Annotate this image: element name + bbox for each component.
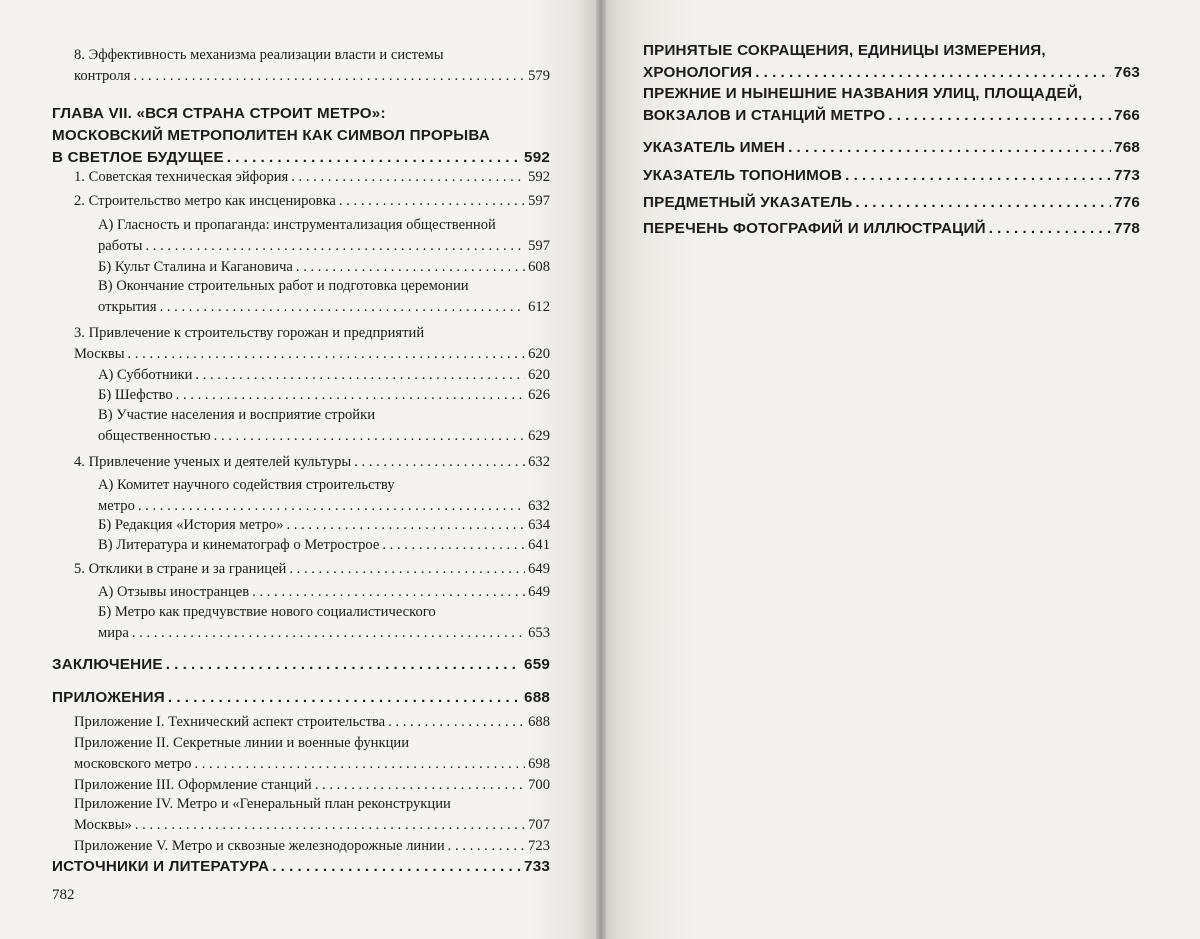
toc-entry (52, 385, 550, 406)
toc-entry-title: ПРИЛОЖЕНИЯ (52, 689, 165, 706)
dot-leader (855, 192, 1111, 214)
toc-entry (52, 323, 550, 365)
dot-leader (291, 167, 525, 188)
toc-entry-title: ПРЕЖНИЕ И НЫНЕШНИЕ НАЗВАНИЯ УЛИЦ, ПЛОЩАДЕЙ, (643, 85, 1083, 102)
toc-entry-title: 3. Привлечение к строительству горожан и предприятий (74, 325, 425, 341)
toc-entry-title: контроля (74, 68, 131, 84)
toc-entry (52, 257, 550, 278)
toc-page-number: 579 (528, 68, 550, 84)
toc-entry (52, 475, 550, 517)
toc-chapter-entry (643, 40, 1140, 84)
toc-entry-title: А) Гласность и пропаганда: инструментализация общественной (98, 217, 496, 233)
toc-entry-title: ВОКЗАЛОВ И СТАНЦИЙ МЕТРО (643, 107, 886, 124)
toc-page-number: 707 (528, 817, 550, 833)
dot-leader (176, 385, 525, 406)
toc-page-number: 649 (528, 584, 550, 600)
toc-entry (52, 45, 550, 87)
dot-leader (354, 452, 525, 473)
toc-entry-title: мира (98, 625, 129, 641)
dot-leader (160, 297, 526, 318)
toc-entry-title: В) Литература и кинематограф о Метрострое (98, 537, 380, 553)
toc-entry-title: Москвы» (74, 817, 132, 833)
toc-entry (52, 452, 550, 473)
book-gutter (596, 0, 606, 939)
page-number: 782 (52, 887, 75, 903)
toc-chapter-entry (52, 654, 550, 676)
toc-entry-title: Б) Шефство (98, 387, 173, 403)
toc-entry (52, 733, 550, 775)
toc-chapter-entry (52, 687, 550, 709)
dot-leader (755, 62, 1111, 84)
toc-entry-title: 2. Строительство метро как инсценировка (74, 193, 336, 209)
toc-entry-title: Б) Культ Сталина и Кагановича (98, 259, 293, 275)
dot-leader (195, 365, 525, 386)
toc-entry-title: 1. Советская техническая эйфория (74, 169, 289, 185)
toc-entry (52, 602, 550, 644)
toc-page-number: 688 (528, 714, 550, 730)
toc-entry (52, 559, 550, 580)
toc-page-number: 649 (528, 561, 550, 577)
toc-entry-title: ХРОНОЛОГИЯ (643, 64, 753, 81)
toc-page-number: 778 (1114, 220, 1140, 237)
toc-page-number: 653 (528, 625, 550, 641)
dot-leader (382, 535, 525, 556)
toc-entry-title: Приложение I. Технический аспект строительства (74, 714, 386, 730)
dot-leader (138, 496, 525, 517)
toc-entry-title: ЗАКЛЮЧЕНИЕ (52, 656, 163, 673)
toc-page-number: 608 (528, 259, 550, 275)
dot-leader (133, 66, 525, 87)
toc-page-number: 632 (528, 454, 550, 470)
dot-leader (252, 582, 525, 603)
toc-entry (52, 276, 550, 318)
toc-chapter-entry (643, 218, 1140, 240)
dot-leader (845, 165, 1111, 187)
toc-entry (52, 191, 550, 212)
dot-leader (146, 236, 526, 257)
dot-leader (888, 105, 1111, 127)
dot-leader (194, 754, 525, 775)
toc-page-number: 763 (1114, 64, 1140, 81)
toc-page-number: 620 (528, 367, 550, 383)
toc-entry-title: ПРИНЯТЫЕ СОКРАЩЕНИЯ, ЕДИНИЦЫ ИЗМЕРЕНИЯ, (643, 42, 1046, 59)
toc-entry (52, 712, 550, 733)
toc-entry (52, 794, 550, 836)
toc-entry-title: 5. Отклики в стране и за границей (74, 561, 287, 577)
toc-entry-title: Б) Метро как предчувствие нового социалистического (98, 604, 436, 620)
dot-leader (788, 137, 1111, 159)
toc-entry (52, 515, 550, 536)
toc-entry-title: Приложение II. Секретные линии и военные функции (74, 735, 410, 751)
toc-page-number: 592 (524, 149, 550, 166)
toc-entry-title: 4. Привлечение ученых и деятелей культуры (74, 454, 352, 470)
toc-chapter-entry (643, 165, 1140, 187)
toc-page-number: 688 (524, 689, 550, 706)
toc-page-number: 773 (1114, 167, 1140, 184)
toc-chapter-entry (52, 103, 550, 169)
toc-entry-title: Москвы (74, 346, 125, 362)
toc-page-number: 768 (1114, 139, 1140, 156)
dot-leader (168, 687, 521, 709)
toc-entry-title: А) Отзывы иностранцев (98, 584, 250, 600)
toc-entry-title: метро (98, 498, 135, 514)
toc-page-number: 592 (528, 169, 550, 185)
toc-page-number: 659 (524, 656, 550, 673)
toc-entry (52, 167, 550, 188)
toc-entry-title: А) Субботники (98, 367, 193, 383)
toc-entry (52, 535, 550, 556)
dot-leader (989, 218, 1111, 240)
dot-leader (135, 815, 525, 836)
toc-entry-title: ГЛАВА VII. «ВСЯ СТРАНА СТРОИТ МЕТРО»: (52, 105, 386, 122)
dot-leader (289, 559, 525, 580)
toc-entry (52, 775, 550, 796)
toc-entry (52, 365, 550, 386)
toc-chapter-entry (643, 137, 1140, 159)
toc-page-number: 641 (528, 537, 550, 553)
toc-page-number: 776 (1114, 194, 1140, 211)
toc-page-number: 629 (528, 428, 550, 444)
dot-leader (296, 257, 525, 278)
toc-entry-title: УКАЗАТЕЛЬ ТОПОНИМОВ (643, 167, 843, 184)
toc-entry-title: МОСКОВСКИЙ МЕТРОПОЛИТЕН КАК СИМВОЛ ПРОРЫВА (52, 127, 490, 144)
toc-entry-title: ПРЕДМЕТНЫЙ УКАЗАТЕЛЬ (643, 194, 853, 211)
toc-entry-title: 8. Эффективность механизма реализации власти и системы (74, 47, 444, 63)
dot-leader (132, 623, 525, 644)
toc-page-number: 698 (528, 756, 550, 772)
toc-page-number: 632 (528, 498, 550, 514)
toc-page-number: 612 (528, 299, 550, 315)
dot-leader (227, 147, 521, 169)
dot-leader (315, 775, 525, 796)
toc-entry-title: В СВЕТЛОЕ БУДУЩЕЕ (52, 149, 224, 166)
toc-entry (52, 582, 550, 603)
toc-page-number: 634 (528, 517, 550, 533)
dot-leader (339, 191, 525, 212)
toc-entry-title: работы (98, 238, 143, 254)
toc-entry (52, 405, 550, 447)
toc-entry-title: московского метро (74, 756, 192, 772)
toc-entry-title: ИСТОЧНИКИ И ЛИТЕРАТУРА (52, 858, 270, 875)
dot-leader (448, 836, 525, 857)
dot-leader (214, 426, 525, 447)
toc-entry-title: ПЕРЕЧЕНЬ ФОТОГРАФИЙ И ИЛЛЮСТРАЦИЙ (643, 220, 986, 237)
toc-entry (52, 215, 550, 257)
dot-leader (388, 712, 525, 733)
dot-leader (128, 344, 526, 365)
toc-page-number: 733 (524, 858, 550, 875)
toc-page-number: 597 (528, 193, 550, 209)
toc-entry-title: В) Участие населения и восприятие стройки (98, 407, 376, 423)
toc-page-number: 766 (1114, 107, 1140, 124)
toc-entry (52, 836, 550, 857)
toc-page-number: 626 (528, 387, 550, 403)
toc-entry-title: общественностью (98, 428, 211, 444)
toc-entry-title: Приложение III. Оформление станций (74, 777, 312, 793)
toc-page-number: 597 (528, 238, 550, 254)
toc-entry-title: А) Комитет научного содействия строительству (98, 477, 395, 493)
toc-chapter-entry (52, 856, 550, 878)
toc-entry-title: открытия (98, 299, 157, 315)
toc-entry-title: В) Окончание строительных работ и подготовка церемонии (98, 278, 469, 294)
toc-page-number: 723 (528, 838, 550, 854)
toc-chapter-entry (643, 192, 1140, 214)
toc-page-number: 700 (528, 777, 550, 793)
toc-entry-title: УКАЗАТЕЛЬ ИМЕН (643, 139, 786, 156)
toc-entry-title: Б) Редакция «История метро» (98, 517, 284, 533)
toc-page-number: 620 (528, 346, 550, 362)
dot-leader (287, 515, 526, 536)
dot-leader (272, 856, 521, 878)
toc-entry-title: Приложение IV. Метро и «Генеральный план реконструкции (74, 796, 451, 812)
toc-chapter-entry (643, 83, 1140, 127)
dot-leader (166, 654, 521, 676)
toc-entry-title: Приложение V. Метро и сквозные железнодорожные линии (74, 838, 445, 854)
